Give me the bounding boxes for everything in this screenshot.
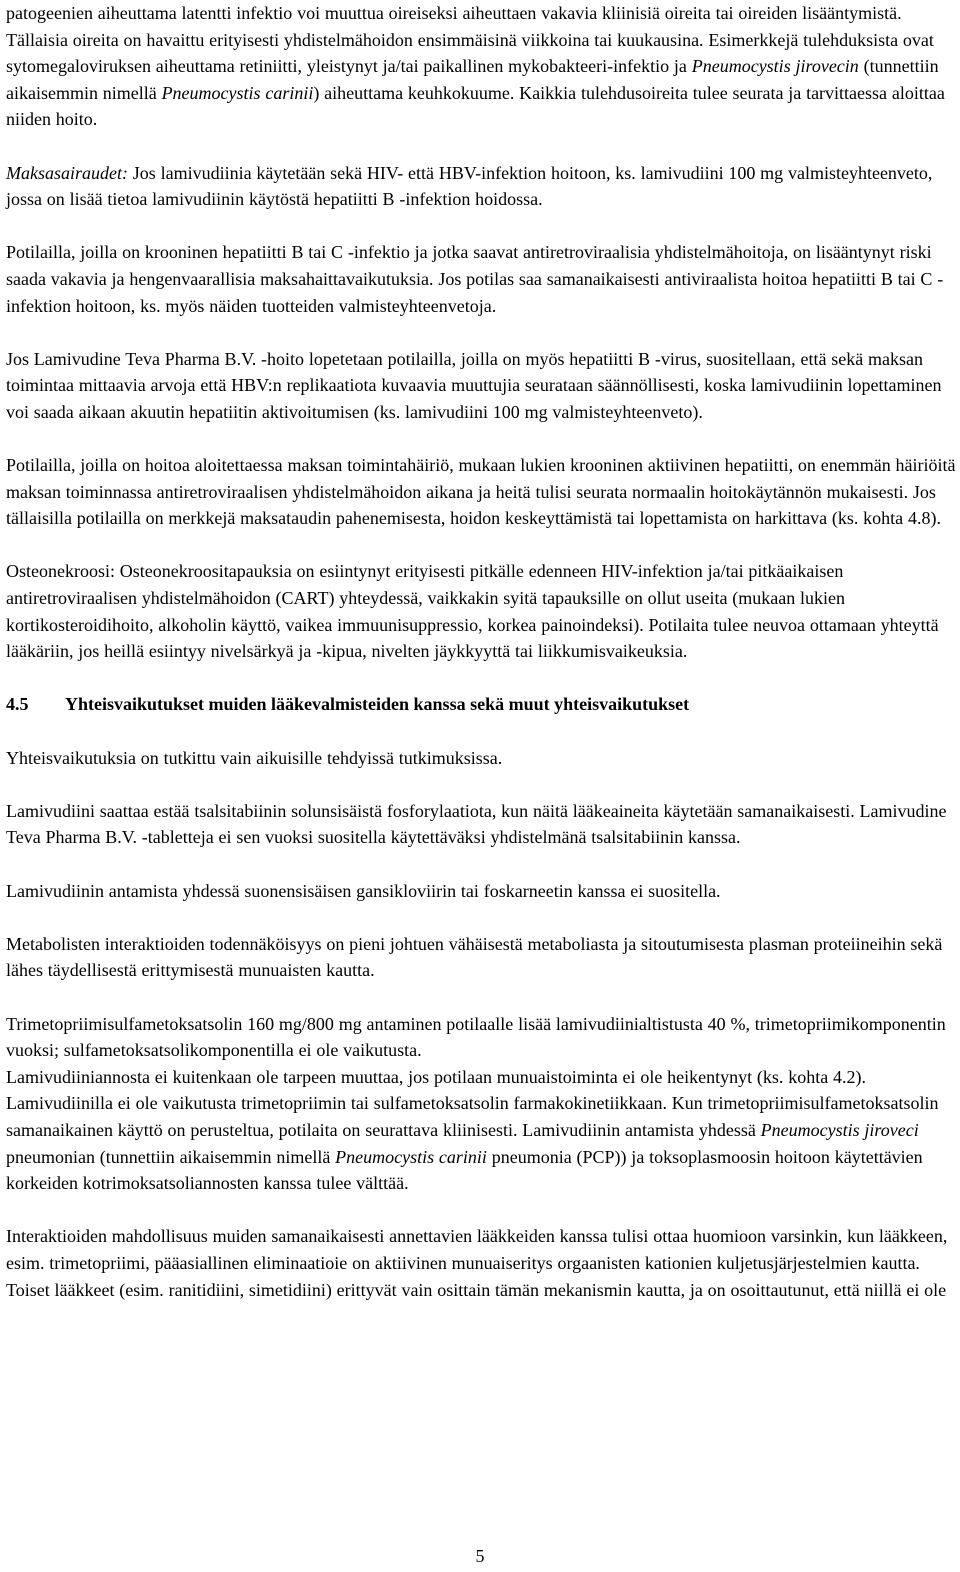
italic-text: Maksasairaudet: xyxy=(6,162,128,183)
paragraph xyxy=(6,1064,960,1197)
text-run: Metabolisten interaktioiden todennäköisyys on pieni johtuen vähäisestä metaboliasta ja sitoutumisesta plasman proteiineihin sekä lähes täydellisestä erittymisestä munuaisten kautta. xyxy=(6,933,943,981)
paragraph xyxy=(6,745,960,772)
paragraph xyxy=(6,160,960,213)
text-run: Potilailla, joilla on hoitoa aloitettaessa maksan toimintahäiriö, mukaan lukien krooninen aktiivinen hepatiitti, on enemmän häiriöitä maksan toiminnassa antiretroviraalisen yhdistelmähoidon aikana ja heitä tulisi seurata normaalin hoitokäytännön mukaisesti. Jos tällaisilla potilailla on merkkejä maksataudin pahenemisesta, hoidon keskeyttämistä tai lopettamista on harkittava (ks. kohta 4.8). xyxy=(6,455,956,529)
paragraph xyxy=(6,0,960,133)
text-run: Lamivudiini saattaa estää tsalsitabiinin solunsisäistä fosforylaatiota, kun näitä lääkeaineita käytetään samanaikaisesti. Lamivudine Teva Pharma B.V. -tabletteja ei sen vuoksi suositella käytettäväksi yhdistelmänä tsalsitabiinin kanssa. xyxy=(6,800,947,848)
text-run: Lamivudiinin antamista yhdessä suonensisäisen gansikloviirin tai foskarneetin kanssa ei suositella. xyxy=(6,880,721,901)
section-body-text xyxy=(6,745,960,1303)
text-run: Jos Lamivudine Teva Pharma B.V. -hoito lopetetaan potilailla, joilla on myös hepatiitti B -virus, suositellaan, että sekä maksan toimintaa mittaavia arvoja että HBV:n replikaatiota kuvaavia muuttujia seurataan säännöllisesti, koska lamivudiinin lopettaminen voi saada aikaan akuutin hepatiitin aktivoitumisen (ks. lamivudiini 100 mg valmisteyhteenveto). xyxy=(6,348,942,422)
section-title: Yhteisvaikutukset muiden lääkevalmisteiden kanssa sekä muut yhteisvaikutukset xyxy=(65,694,690,715)
page-number: 5 xyxy=(475,1546,485,1566)
paragraph xyxy=(6,1223,960,1303)
italic-text: Pneumocystis carinii xyxy=(335,1146,487,1167)
section-number: 4.5 xyxy=(6,694,29,715)
text-run: Osteonekroosi: Osteonekroositapauksia on esiintynyt erityisesti pitkälle edenneen HIV-infektion ja/tai pitkäaikaisen antiretroviraalisen yhdistelmähoidon (CART) yhteydessä, vaikkakin syitä tapauksille on ollut useita (mukaan lukien kortikosteroidihoito, alkoholin käyttö, vaikea immuunisuppressio, korkea painoindeksi). Potilaita tulee neuvoa ottamaan yhteyttä lääkäriin, jos heillä esiintyy nivelsärkyä ja -kipua, nivelten jäykkyyttä tai liikkumisvaikeuksia. xyxy=(6,561,939,662)
text-run: Yhteisvaikutuksia on tutkittu vain aikuisille tehdyissä tutkimuksissa. xyxy=(6,747,503,768)
body-text-before-section xyxy=(6,0,960,665)
text-run: Lamivudiiniannosta ei kuitenkaan ole tarpeen muuttaa, jos potilaan munuaistoiminta ei ole heikentynyt (ks. kohta 4.2). Lamivudiinilla ei ole vaikutusta trimetopriimin tai sulfametoksatsolin farmakokinetiikkaan. Kun trimetopriimisulfametoksatsolin samanaikainen käyttö on perusteltua, potilaita on seurattava kliinisesti. Lamivudiinin antamista yhdessä xyxy=(6,1066,939,1140)
text-run: ) aiheuttama keuhkokuume. Kaikkia tulehdusoireita tulee seurata ja tarvittaessa aloittaa niiden hoito. xyxy=(6,82,945,130)
document-page xyxy=(6,0,960,1330)
text-run: pneumonian (tunnettiin aikaisemmin nimellä xyxy=(6,1146,336,1167)
paragraph xyxy=(6,452,960,532)
italic-text: Pneumocystis jirovecin xyxy=(691,56,859,77)
paragraph xyxy=(6,931,960,984)
paragraph xyxy=(6,558,960,664)
paragraph xyxy=(6,1011,960,1064)
text-run: Jos lamivudiinia käytetään sekä HIV- että HBV-infektion hoitoon, ks. lamivudiini 100 mg valmisteyhteenveto, jossa on lisää tietoa lamivudiinin käytöstä hepatiitti B -infektion hoidossa. xyxy=(6,162,933,210)
text-run: Trimetopriimisulfametoksatsolin 160 mg/800 mg antaminen potilaalle lisää lamivudiinialtistusta 40 %, trimetopriimikomponentin vuoksi; sulfametoksatsolikomponentilla ei ole vaikutusta. xyxy=(6,1013,946,1061)
paragraph xyxy=(6,239,960,319)
paragraph xyxy=(6,878,960,905)
text-run: Interaktioiden mahdollisuus muiden samanaikaisesti annettavien lääkkeiden kanssa tulisi ottaa huomioon varsinkin, kun lääkkeen, esim. trimetopriimi, pääasiallinen eliminaatioie on aktiivinen munuaiseritys orgaanisten kationien kuljetusjärjestelmien kautta. Toiset lääkkeet (esim. ranitidiini, simetidiini) erittyvät vain osittain tämän mekanismin kautta, ja on osoittautunut, että niillä ei ole xyxy=(6,1226,948,1300)
paragraph xyxy=(6,346,960,426)
text-run: patogeenien aiheuttama latentti infektio voi muuttua oireiseksi aiheuttaen vakavia kliinisiä oireita tai oireiden lisääntymistä. Tällaisia oireita on havaittu erityisesti yhdistelmähoidon ensimmäisinä viikkoina tai kuukausina. Esimerkkejä tulehduksista ovat sytomegaloviruksen aiheuttama retiniitti, yleistynyt ja/tai paikallinen mykobakteeri-infektio ja xyxy=(6,3,934,77)
italic-text: Pneumocystis carinii xyxy=(161,82,314,103)
italic-text: Pneumocystis jiroveci xyxy=(760,1119,919,1140)
text-run: (tunnettiin aikaisemmin nimellä xyxy=(6,56,939,103)
paragraph xyxy=(6,798,960,851)
section-heading xyxy=(6,691,960,718)
text-run: Potilailla, joilla on krooninen hepatiitti B tai C -infektio ja jotka saavat antiretroviraalisia yhdistelmähoitoja, on lisääntynyt riski saada vakavia ja hengenvaarallisia maksahaittavaikutuksia. Jos potilas saa samanaikaisesti antiviraalista hoitoa hepatiitti B tai C -infektion hoitoon, ks. myös näiden tuotteiden valmisteyhteenvetoja. xyxy=(6,242,944,316)
text-run: pneumonia (PCP)) ja toksoplasmoosin hoitoon käytettävien korkeiden kotrimoksatsoliannosten kanssa tulee välttää. xyxy=(6,1146,923,1194)
